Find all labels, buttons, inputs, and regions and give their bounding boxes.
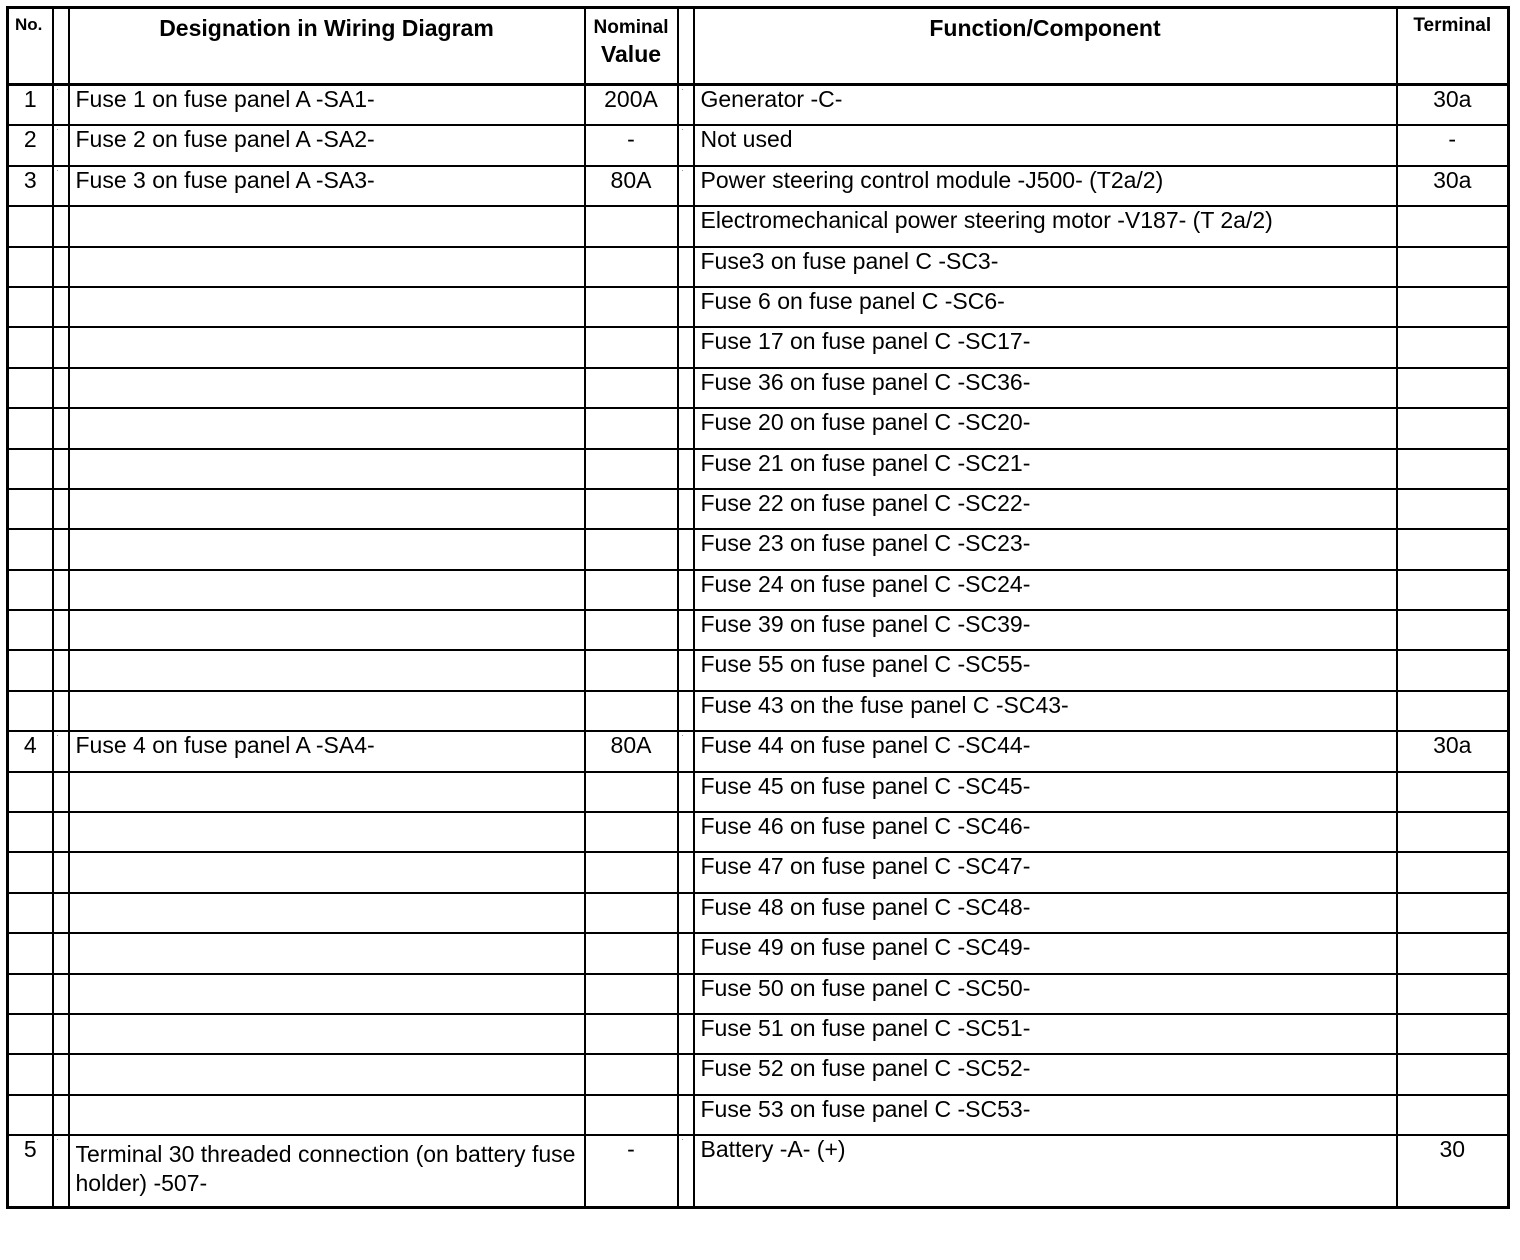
cell-nominal-value [585,570,678,610]
cell-terminal [1397,974,1509,1014]
cell-no [8,408,53,448]
table-row [8,1135,1509,1208]
cell-terminal: 30a [1397,166,1509,206]
cell-nominal-value [585,852,678,892]
cell-nominal-value [585,368,678,408]
cell-nominal-value [585,933,678,973]
cell-terminal [1397,327,1509,367]
cell-function: Fuse 53 on fuse panel C -SC53- [694,1095,1397,1135]
cell-mark [53,327,69,367]
cell-terminal: 30 [1397,1135,1509,1208]
cell-nominal-value [585,206,678,246]
header-designation: Designation in Wiring Diagram [69,8,585,85]
cell-function: Fuse 24 on fuse panel C -SC24- [694,570,1397,610]
table-row [8,287,1509,327]
cell-mark-2 [678,529,694,569]
cell-nominal-value [585,287,678,327]
cell-mark [53,650,69,690]
table-row [8,933,1509,973]
cell-mark [53,368,69,408]
cell-function: Fuse 20 on fuse panel C -SC20- [694,408,1397,448]
cell-function: Fuse 51 on fuse panel C -SC51- [694,1014,1397,1054]
cell-function: Fuse 45 on fuse panel C -SC45- [694,772,1397,812]
cell-no: 2 [8,125,53,165]
cell-nominal-value [585,1095,678,1135]
cell-mark [53,125,69,165]
cell-mark [53,691,69,731]
cell-designation [69,1095,585,1135]
cell-mark-2 [678,650,694,690]
table-row [8,449,1509,489]
table-row [8,489,1509,529]
cell-terminal: 30a [1397,731,1509,771]
row-marker-tick: ˙ [681,128,685,138]
row-marker-tick: ˙ [681,1138,685,1148]
cell-mark [53,731,69,771]
cell-nominal-value: 80A [585,166,678,206]
table-row [8,529,1509,569]
cell-mark [53,1054,69,1094]
table-row [8,368,1509,408]
cell-mark-2 [678,449,694,489]
cell-no [8,1054,53,1094]
cell-designation: Fuse 4 on fuse panel A -SA4- [69,731,585,771]
cell-mark [53,1014,69,1054]
cell-terminal [1397,893,1509,933]
cell-no [8,933,53,973]
cell-mark-2 [678,570,694,610]
cell-mark-2 [678,610,694,650]
cell-terminal [1397,287,1509,327]
cell-designation [69,893,585,933]
row-marker-tick: ˙ [681,88,685,97]
row-marker-tick: ˙ [56,1138,60,1148]
cell-nominal-value [585,529,678,569]
cell-terminal [1397,408,1509,448]
cell-mark [53,852,69,892]
cell-no [8,650,53,690]
table-row [8,974,1509,1014]
cell-terminal [1397,570,1509,610]
header-terminal: Terminal [1397,8,1509,85]
cell-mark-2 [678,408,694,448]
cell-mark-2 [678,1054,694,1094]
header-mark-spacer [53,8,69,85]
cell-mark-2 [678,247,694,287]
cell-terminal [1397,529,1509,569]
table-row [8,408,1509,448]
cell-designation [69,287,585,327]
cell-nominal-value [585,449,678,489]
cell-designation [69,206,585,246]
cell-mark [53,933,69,973]
table-row [8,206,1509,246]
header-function: Function/Component [694,8,1397,85]
cell-no [8,893,53,933]
table-row [8,1014,1509,1054]
cell-mark [53,247,69,287]
table-row [8,852,1509,892]
cell-no [8,368,53,408]
cell-no [8,287,53,327]
cell-function: Fuse 6 on fuse panel C -SC6- [694,287,1397,327]
cell-no [8,1014,53,1054]
table-row [8,247,1509,287]
cell-designation: Fuse 2 on fuse panel A -SA2- [69,125,585,165]
cell-mark [53,166,69,206]
cell-no [8,529,53,569]
cell-mark-2 [678,772,694,812]
cell-no [8,489,53,529]
cell-terminal [1397,368,1509,408]
cell-function: Fuse 39 on fuse panel C -SC39- [694,610,1397,650]
cell-no [8,812,53,852]
cell-no [8,974,53,1014]
cell-function: Fuse 52 on fuse panel C -SC52- [694,1054,1397,1094]
cell-mark [53,974,69,1014]
row-marker-tick: ˙ [56,128,60,138]
cell-mark-2 [678,206,694,246]
cell-nominal-value [585,327,678,367]
row-marker-tick: ˙ [56,734,60,744]
fuse-assignment-table [6,6,1510,1209]
cell-no [8,449,53,489]
cell-mark-2 [678,1095,694,1135]
cell-mark [53,610,69,650]
cell-terminal [1397,650,1509,690]
cell-designation [69,327,585,367]
cell-terminal [1397,1095,1509,1135]
cell-terminal: - [1397,125,1509,165]
cell-designation [69,1014,585,1054]
cell-designation [69,610,585,650]
row-marker-tick: ˙ [56,88,60,97]
cell-mark-2 [678,85,694,126]
cell-function: Fuse 36 on fuse panel C -SC36- [694,368,1397,408]
table-row [8,691,1509,731]
table-row [8,610,1509,650]
cell-function: Electromechanical power steering motor -V187- (T 2a/2) [694,206,1397,246]
cell-mark [53,206,69,246]
table-row [8,1054,1509,1094]
cell-mark-2 [678,852,694,892]
table-row [8,731,1509,771]
cell-designation [69,772,585,812]
cell-mark-2 [678,327,694,367]
cell-designation [69,489,585,529]
cell-nominal-value: - [585,125,678,165]
cell-no: 5 [8,1135,53,1208]
row-marker-tick: ˙ [56,168,60,178]
cell-nominal-value [585,408,678,448]
row-marker-tick: ˙ [681,734,685,744]
cell-no [8,570,53,610]
cell-designation [69,408,585,448]
cell-designation [69,368,585,408]
cell-nominal-value [585,650,678,690]
cell-function: Fuse 21 on fuse panel C -SC21- [694,449,1397,489]
cell-nominal-value: - [585,1135,678,1208]
cell-mark [53,287,69,327]
cell-function: Fuse3 on fuse panel C -SC3- [694,247,1397,287]
cell-terminal [1397,449,1509,489]
cell-designation [69,691,585,731]
cell-nominal-value [585,1054,678,1094]
cell-mark-2 [678,287,694,327]
header-no: No. [8,8,53,85]
cell-designation [69,1054,585,1094]
cell-mark-2 [678,489,694,529]
cell-terminal [1397,1014,1509,1054]
cell-function: Not used [694,125,1397,165]
cell-mark-2 [678,166,694,206]
cell-mark [53,1095,69,1135]
table-row [8,893,1509,933]
header-nominal-value [585,8,678,85]
cell-terminal [1397,206,1509,246]
cell-no [8,247,53,287]
table-row [8,125,1509,165]
cell-mark-2 [678,368,694,408]
cell-mark [53,1135,69,1208]
cell-mark-2 [678,893,694,933]
cell-designation [69,933,585,973]
cell-mark-2 [678,1135,694,1208]
table-row [8,85,1509,126]
cell-function: Fuse 22 on fuse panel C -SC22- [694,489,1397,529]
cell-no [8,772,53,812]
cell-designation: Terminal 30 threaded connection (on battery fuse holder) -507- [69,1135,585,1208]
cell-mark [53,893,69,933]
cell-nominal-value [585,812,678,852]
cell-function: Fuse 46 on fuse panel C -SC46- [694,812,1397,852]
cell-function: Fuse 55 on fuse panel C -SC55- [694,650,1397,690]
table-body [8,85,1509,1208]
cell-nominal-value [585,772,678,812]
header-mark-spacer-2 [678,8,694,85]
cell-function: Fuse 43 on the fuse panel C -SC43- [694,691,1397,731]
cell-terminal [1397,852,1509,892]
cell-nominal-value [585,691,678,731]
row-marker-tick: ˙ [681,168,685,178]
cell-mark [53,772,69,812]
cell-no: 3 [8,166,53,206]
cell-mark [53,408,69,448]
cell-terminal [1397,933,1509,973]
cell-designation [69,529,585,569]
cell-no [8,1095,53,1135]
table-row [8,570,1509,610]
cell-function: Fuse 49 on fuse panel C -SC49- [694,933,1397,973]
cell-designation [69,812,585,852]
cell-mark-2 [678,974,694,1014]
cell-designation [69,449,585,489]
cell-function: Power steering control module -J500- (T2a/2) [694,166,1397,206]
table-row [8,650,1509,690]
cell-designation: Fuse 1 on fuse panel A -SA1- [69,85,585,126]
cell-mark [53,449,69,489]
cell-mark-2 [678,125,694,165]
table-row [8,327,1509,367]
cell-no [8,327,53,367]
cell-terminal: 30a [1397,85,1509,126]
cell-nominal-value [585,974,678,1014]
cell-mark [53,529,69,569]
cell-function: Generator -C- [694,85,1397,126]
cell-nominal-value: 80A [585,731,678,771]
cell-mark [53,489,69,529]
cell-no: 4 [8,731,53,771]
cell-nominal-value [585,489,678,529]
table-row [8,166,1509,206]
cell-function: Fuse 47 on fuse panel C -SC47- [694,852,1397,892]
cell-function: Fuse 44 on fuse panel C -SC44- [694,731,1397,771]
table-row [8,812,1509,852]
table-row [8,772,1509,812]
cell-terminal [1397,247,1509,287]
cell-no [8,610,53,650]
cell-nominal-value [585,610,678,650]
cell-mark-2 [678,812,694,852]
cell-nominal-value [585,1014,678,1054]
cell-mark-2 [678,933,694,973]
cell-mark [53,812,69,852]
cell-mark-2 [678,1014,694,1054]
table-row [8,1095,1509,1135]
cell-terminal [1397,489,1509,529]
cell-function: Fuse 48 on fuse panel C -SC48- [694,893,1397,933]
cell-mark-2 [678,691,694,731]
cell-terminal [1397,610,1509,650]
cell-designation [69,650,585,690]
cell-function: Fuse 17 on fuse panel C -SC17- [694,327,1397,367]
header-row [8,8,1509,85]
cell-function: Fuse 23 on fuse panel C -SC23- [694,529,1397,569]
cell-no: 1 [8,85,53,126]
cell-mark [53,85,69,126]
cell-nominal-value [585,247,678,287]
cell-designation: Fuse 3 on fuse panel A -SA3- [69,166,585,206]
cell-designation [69,247,585,287]
cell-terminal [1397,772,1509,812]
cell-function: Fuse 50 on fuse panel C -SC50- [694,974,1397,1014]
cell-terminal [1397,812,1509,852]
cell-function: Battery -A- (+) [694,1135,1397,1208]
cell-nominal-value: 200A [585,85,678,126]
cell-no [8,691,53,731]
cell-terminal [1397,1054,1509,1094]
cell-mark-2 [678,731,694,771]
cell-no [8,206,53,246]
header-nominal-line1: Nominal [593,17,669,38]
cell-designation [69,570,585,610]
cell-mark [53,570,69,610]
cell-designation [69,852,585,892]
cell-terminal [1397,691,1509,731]
cell-no [8,852,53,892]
cell-nominal-value [585,893,678,933]
cell-designation [69,974,585,1014]
header-nominal-line2: Value [600,41,662,67]
